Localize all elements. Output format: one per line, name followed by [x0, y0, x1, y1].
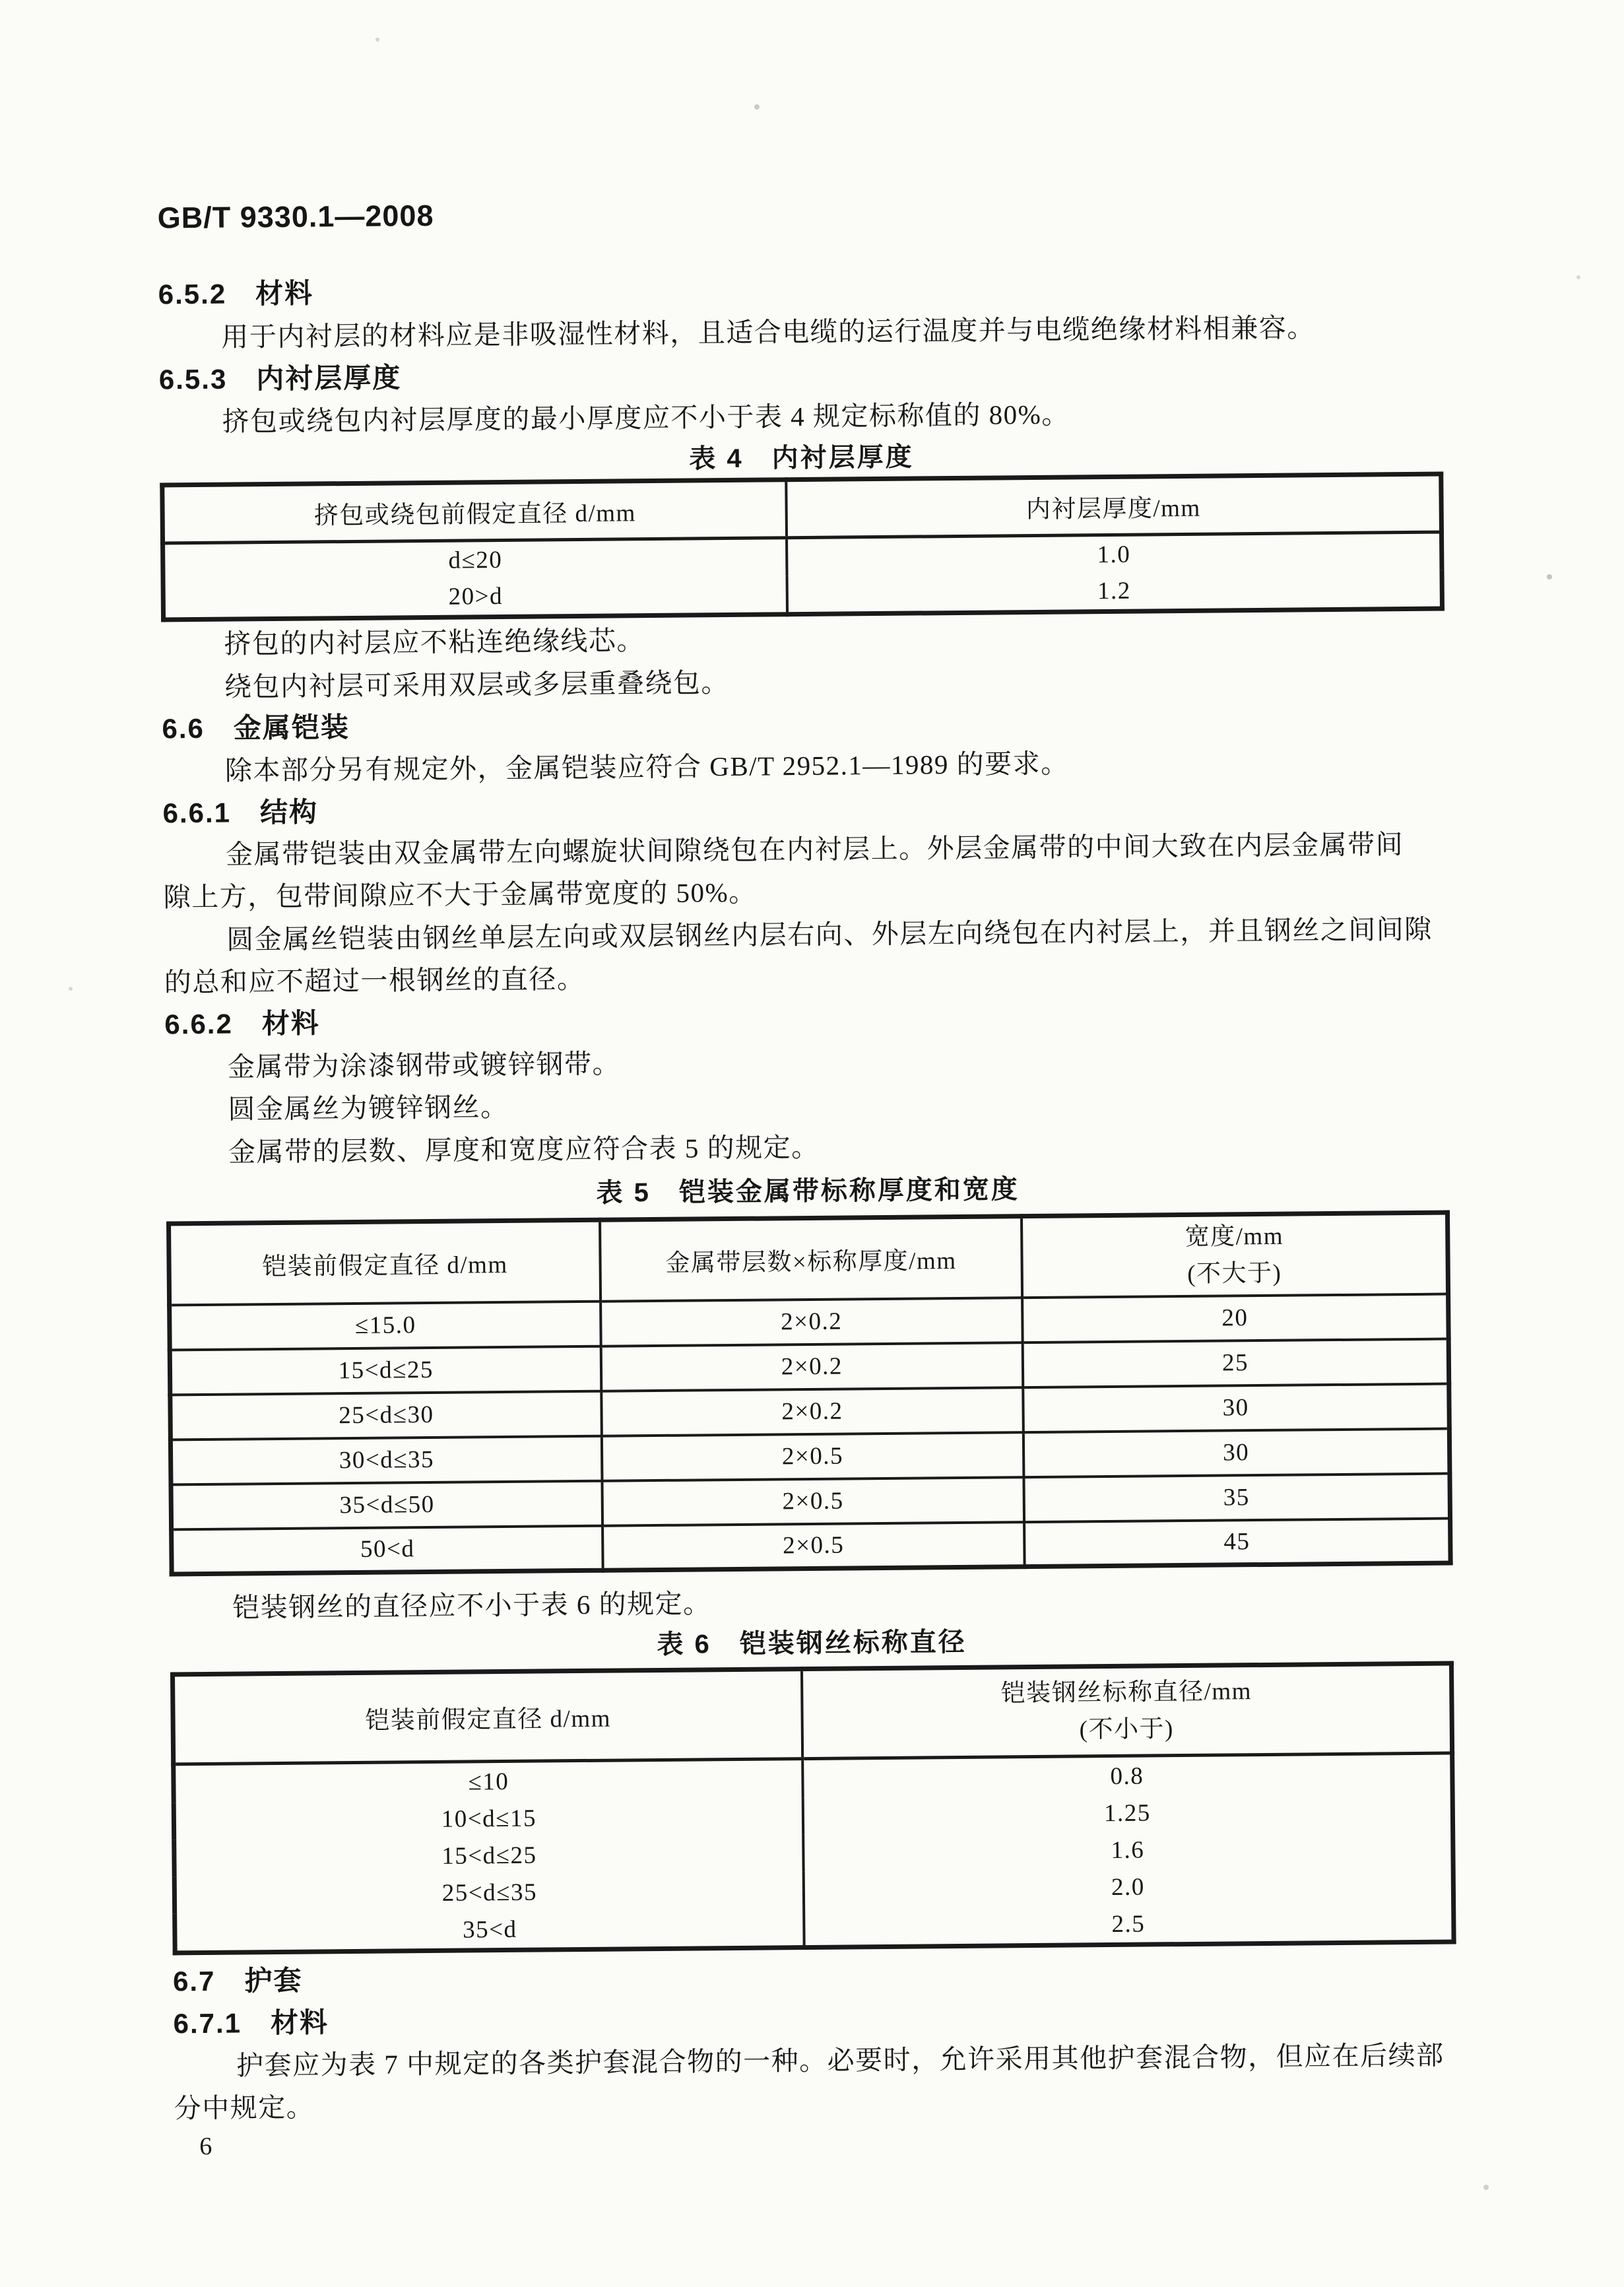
paragraph-tape-table-ref: 金属带的层数、厚度和宽度应符合表 5 的规定。 [228, 1131, 820, 1168]
table6-r1-wire: 1.25 [803, 1791, 1453, 1834]
table5-r3-layers: 2×0.5 [601, 1432, 1023, 1481]
table4-title: 表 4 内衬层厚度 [689, 442, 914, 474]
table6-col2-header [802, 1663, 1452, 1759]
table6-col2-header-line1: 铠装钢丝标称直径/mm [1000, 1678, 1252, 1707]
table4-col2-header: 内衬层厚度/mm [786, 474, 1441, 538]
table4-r0-diameter: d≤20 [448, 546, 503, 574]
paragraph-armour-requirement: 除本部分另有规定外，金属铠装应符合 GB/T 2952.1—1989 的要求。 [224, 748, 1069, 786]
table4-r1-thickness: 1.2 [787, 570, 1443, 614]
paragraph-wire-material: 圆金属丝为镀锌钢丝。 [228, 1091, 509, 1125]
table6-header-row [173, 1663, 1452, 1764]
table6-r0-wire: 0.8 [802, 1753, 1452, 1797]
table5-r0-width: 20 [1022, 1294, 1448, 1342]
table5-r5-layers: 2×0.5 [602, 1522, 1025, 1571]
table5-r5-diameter: 50<d [172, 1525, 603, 1574]
table6-col1-header: 铠装前假定直径 d/mm [173, 1669, 803, 1764]
table5-r4-layers: 2×0.5 [602, 1477, 1024, 1526]
table6-r2-diameter: 15<d≤25 [441, 1841, 537, 1870]
table5-col3-header-line2: (不大于) [1187, 1259, 1282, 1288]
table6-r4-diameter: 35<d [463, 1915, 517, 1944]
paragraph-tape-armour-line1: 金属带铠装由双金属带左向螺旋状间隙绕包在内衬层上。外层金属带的中间大致在内层金属带间 [225, 829, 1404, 870]
heading-6-6-metal-armour: 6.6 金属铠装 [162, 712, 350, 745]
scan-speckles [0, 0, 3, 3]
table4-col1-header: 挤包或绕包前假定直径 d/mm [162, 480, 787, 543]
page-number: 6 [199, 2132, 212, 2161]
table6-r4-wire: 2.5 [804, 1902, 1454, 1947]
paragraph-wire-armour-line2: 的总和应不超过一根钢丝的直径。 [164, 963, 585, 998]
table4-r0-thickness: 1.0 [787, 532, 1442, 576]
heading-6-6-2-material: 6.6.2 材料 [164, 1007, 321, 1040]
table5-header-row [169, 1212, 1448, 1305]
paragraph-wire-table-ref: 铠装钢丝的直径应不小于表 6 的规定。 [232, 1588, 711, 1623]
heading-6-5-2-material: 6.5.2 材料 [158, 277, 314, 310]
table5-col2-header: 金属带层数×标称厚度/mm [600, 1216, 1023, 1302]
table5-r2-width: 30 [1023, 1383, 1449, 1432]
table6-title: 表 6 铠装钢丝标称直径 [657, 1627, 967, 1660]
heading-6-7-sheath: 6.7 护套 [172, 1964, 303, 1997]
paragraph-sheath-line2: 分中规定。 [174, 2092, 315, 2124]
heading-6-7-1-material: 6.7.1 材料 [173, 2006, 329, 2039]
table6-r0-diameter: ≤10 [468, 1768, 509, 1796]
table5-r0-layers: 2×0.2 [601, 1298, 1023, 1346]
table5-r3-diameter: 30<d≤35 [170, 1436, 602, 1484]
table5-col1-header: 铠装前假定直径 d/mm [169, 1220, 601, 1305]
table6-r3-wire: 2.0 [804, 1865, 1454, 1908]
table5-r2-diameter: 25<d≤30 [170, 1391, 602, 1440]
table5-r0-diameter: ≤15.0 [170, 1301, 601, 1350]
table5-armour-tape-dimensions [166, 1210, 1453, 1576]
table6-r1-diameter: 10<d≤15 [441, 1805, 537, 1833]
table5-r1-width: 25 [1023, 1339, 1449, 1387]
table5-title: 表 5 铠装金属带标称厚度和宽度 [596, 1175, 1020, 1208]
paragraph-thickness-rule: 挤包或绕包内衬层厚度的最小厚度应不小于表 4 规定标称值的 80%。 [222, 399, 1070, 437]
table5-col3-header-line1: 宽度/mm [1185, 1222, 1284, 1251]
table4-header-row [162, 474, 1442, 543]
heading-6-6-1-structure: 6.6.1 结构 [162, 796, 319, 829]
table5-col3-header [1022, 1212, 1448, 1298]
paragraph-tape-material: 金属带为涂漆钢带或镀锌钢带。 [227, 1048, 621, 1082]
paragraph-no-stick: 挤包的内衬层应不粘连绝缘线芯。 [224, 625, 645, 659]
table5-r2-layers: 2×0.2 [601, 1387, 1023, 1436]
paragraph-tape-armour-line2: 隙上方，包带间隙应不大于金属带宽度的 50%。 [163, 877, 757, 913]
table5-r4-diameter: 35<d≤50 [171, 1480, 602, 1529]
table5-r3-width: 30 [1023, 1428, 1450, 1477]
table5-r1-diameter: 15<d≤25 [170, 1346, 601, 1395]
table6-r2-wire: 1.6 [803, 1828, 1453, 1871]
table6-armour-wire-diameter [170, 1661, 1456, 1955]
paragraph-wire-armour-line1: 圆金属丝铠装由钢丝单层左向或双层钢丝内层右向、外层左向绕包在内衬层上，并且钢丝之间间隙 [226, 913, 1433, 955]
table5-r1-layers: 2×0.2 [601, 1342, 1023, 1391]
paragraph-lapped-covering: 绕包内衬层可采用双层或多层重叠绕包。 [224, 667, 730, 702]
heading-6-5-3-thickness: 6.5.3 内衬层厚度 [158, 362, 402, 395]
table4-inner-covering-thickness [160, 472, 1445, 622]
table5-r5-width: 45 [1024, 1518, 1450, 1567]
table4-r1-diameter: 20>d [448, 582, 503, 611]
paragraph-sheath-line1: 护套应为表 7 中规定的各类护套混合物的一种。必要时，允许采用其他护套混合物，但应在后续部 [236, 2039, 1445, 2081]
table5-r4-width: 35 [1024, 1473, 1450, 1522]
paragraph-inner-covering-material: 用于内衬层的材料应是非吸湿性材料，且适合电缆的运行温度并与电缆绝缘材料相兼容。 [221, 312, 1315, 352]
standard-number: GB/T 9330.1—2008 [157, 198, 434, 235]
table6-r3-diameter: 25<d≤35 [441, 1878, 538, 1907]
page-content [156, 0, 1459, 2287]
table6-col2-header-line2: (不小于) [1079, 1715, 1175, 1744]
